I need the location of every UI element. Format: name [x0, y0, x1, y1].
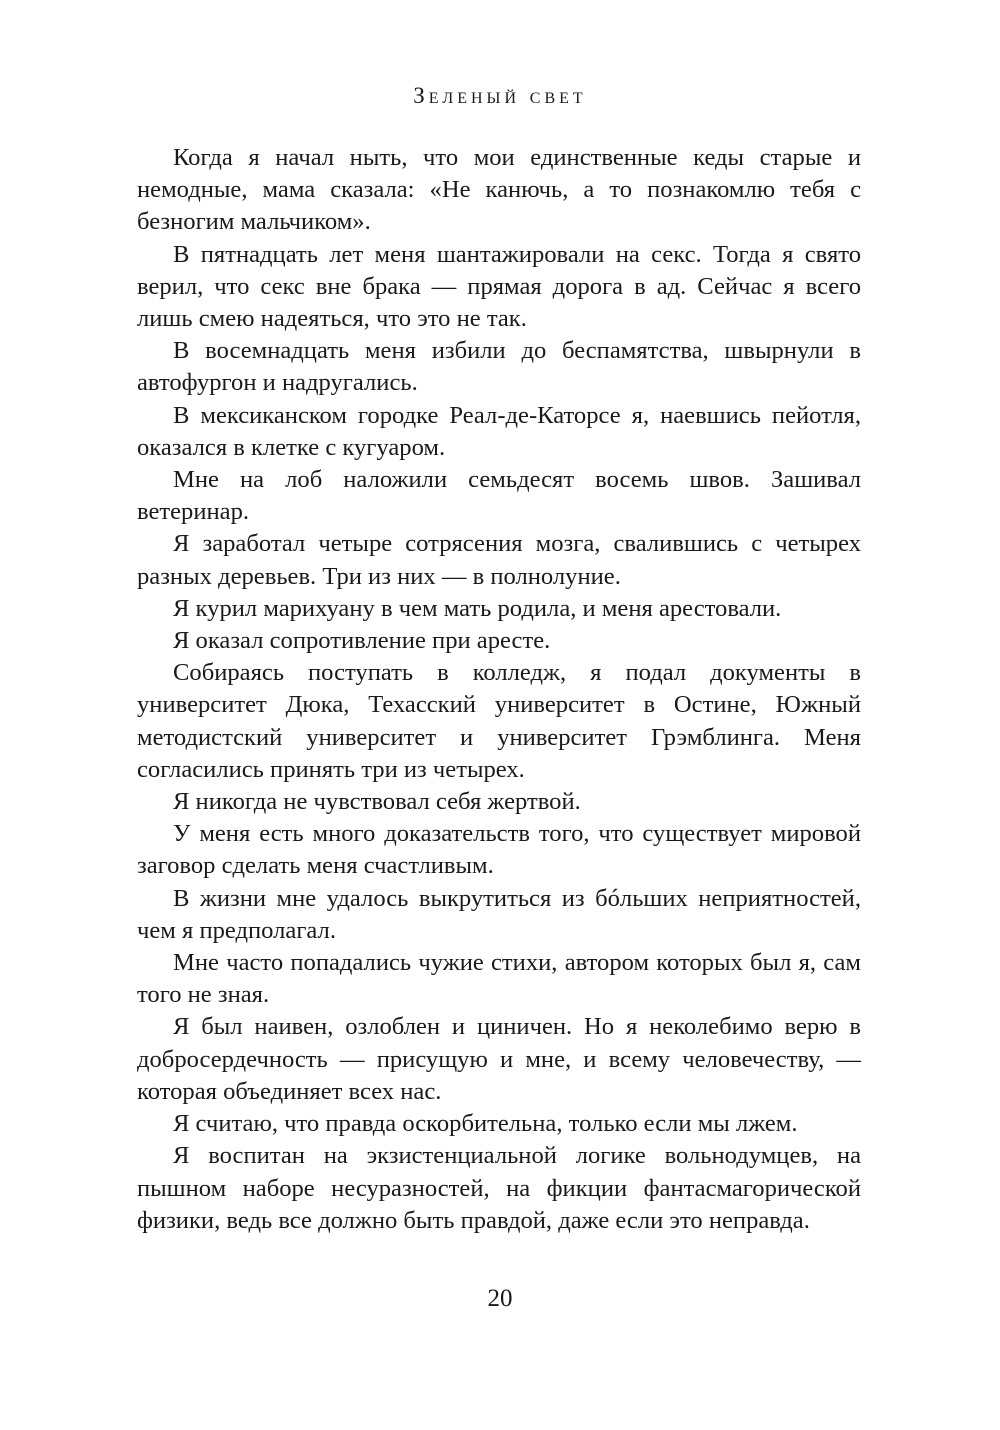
page-number: 20	[487, 1285, 513, 1312]
paragraph: Я никогда не чувствовал себя жертвой.	[173, 788, 581, 816]
paragraph: Я был наивен, озлоблен и циничен. Но я неколебимо верю в добросердечность — присущую и мне, и всему человечеству, — которая объединяет всех нас.	[137, 1013, 861, 1105]
body-text	[137, 142, 861, 1237]
paragraph: В восемнадцать меня избили до беспамятства, швырнули в автофургон и надругались.	[137, 337, 861, 397]
paragraph: Я курил марихуану в чем мать родила, и меня арестовали.	[173, 594, 782, 622]
paragraph: Мне на лоб наложили семьдесят восемь швов. Зашивал ветеринар.	[137, 466, 861, 526]
paragraph: В пятнадцать лет меня шантажировали на секс. Тогда я свято верил, что секс вне брака — прямая дорога в ад. Сейчас я всего лишь смею надеяться, что это не так.	[137, 240, 861, 333]
paragraph: Я воспитан на экзистенциальной логике вольнодумцев, на пышном наборе несуразностей, на фикции фантасмагорической физики, ведь все должно быть правдой, даже если это неправда.	[137, 1142, 861, 1234]
paragraph: Я считаю, что правда оскорбительна, только если мы лжем.	[173, 1110, 798, 1138]
paragraph: Когда я начал ныть, что мои единственные кеды старые и немодные, мама сказала: «Не канючь, а то познакомлю тебя с безногим мальчиком».	[137, 144, 861, 236]
paragraph: Мне часто попадались чужие стихи, автором которых был я, сам того не зная.	[137, 949, 861, 1009]
paragraph: В жизни мне удалось выкрутиться из бóльших неприятностей, чем я предполагал.	[137, 884, 861, 944]
paragraph: Я оказал сопротивление при аресте.	[173, 627, 551, 655]
paragraph: Собираясь поступать в колледж, я подал документы в университет Дюка, Техасский университет в Остине, Южный методистский университет и университет Грэмблинга. Меня согласились принять три из четырех.	[137, 659, 861, 783]
running-head: Зеленый свет	[413, 83, 587, 108]
paragraph: У меня есть много доказательств того, что существует мировой заговор сделать меня счастливым.	[137, 820, 861, 880]
paragraph: В мексиканском городке Реал-де-Каторсе я, наевшись пейотля, оказался в клетке с кугуаром.	[137, 401, 861, 461]
paragraph: Я заработал четыре сотрясения мозга, свалившись с четырех разных деревьев. Три из них — в полнолуние.	[137, 530, 861, 590]
